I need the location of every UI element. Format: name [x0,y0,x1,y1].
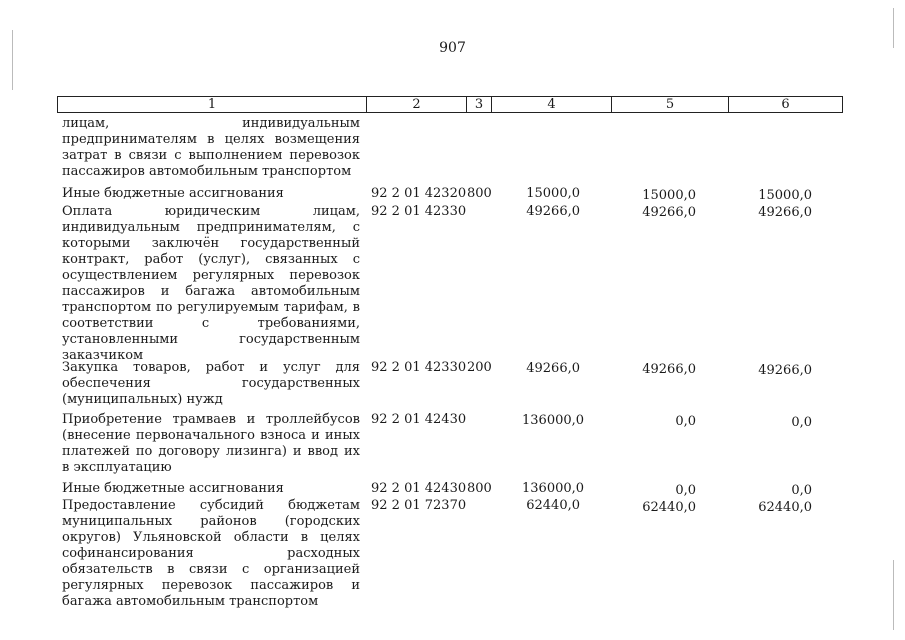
row-code: 92 2 01 42430 [371,412,467,427]
row-value-col6: 49266,0 [758,205,812,220]
row-description: Оплата юридическим лицам, индивидуальным предпринимателям, с которыми заключён государственный контракт, работ (услуг), связанных с осуществлением регулярных перевозок пассажиров и багажа автомобильным транспортом по регулируемым тарифам, в соответствии с требованиями, установленными государственным заказчиком [62,204,360,363]
row-value-col5: 62440,0 [642,500,696,515]
row-value-col4: 136000,0 [522,481,585,496]
row-code: 92 2 01 42320 [371,186,467,201]
row-description: лицам, индивидуальным предпринимателям в целях возмещения затрат в связи с выполнением перевозок пассажиров автомобильным транспортом [62,116,360,179]
header-col-2: 2 [366,97,466,112]
row-value-col5: 49266,0 [642,205,696,220]
row-code: 92 2 01 42330 [371,360,467,375]
row-description: Приобретение трамваев и троллейбусов (внесение первоначального взноса и иных платежей по договору лизинга) и ввод их в эксплуатацию [62,412,360,475]
row-value-col4: 49266,0 [526,361,580,376]
row-value-col4: 136000,0 [522,413,585,428]
row-value-col6: 0,0 [791,415,812,430]
row-value-col6: 49266,0 [758,363,812,378]
row-value-col5: 49266,0 [642,362,696,377]
table-header [57,96,843,113]
row-description: Предоставление субсидий бюджетам муниципальных районов (городских округов) Ульяновской области в целях софинансирования расходных обязательств в связи с организацией регулярных перевозок пассажиров и багажа автомобильным транспортом [62,498,360,609]
row-code: 92 2 01 42330 [371,204,467,219]
header-col-4: 4 [491,97,611,112]
page-number: 907 [439,40,466,56]
scan-edge-right-bottom [893,560,894,630]
row-code: 92 2 01 72370 [371,498,467,513]
header-col-5: 5 [611,97,728,112]
row-description: Иные бюджетные ассигнования [62,481,284,496]
scan-edge-left [12,30,13,90]
row-value-col5: 15000,0 [642,188,696,203]
row-value-col6: 0,0 [791,483,812,498]
row-value-col4: 62440,0 [526,498,580,513]
row-code: 92 2 01 42430 [371,481,467,496]
row-type: 800 [467,481,492,496]
row-description: Иные бюджетные ассигнования [62,186,284,201]
row-type: 800 [467,186,492,201]
row-value-col5: 0,0 [675,414,696,429]
row-value-col5: 0,0 [675,483,696,498]
row-value-col4: 49266,0 [526,204,580,219]
row-description: Закупка товаров, работ и услуг для обеспечения государственных (муниципальных) нужд [62,360,360,407]
row-type: 200 [467,360,492,375]
row-value-col6: 62440,0 [758,500,812,515]
row-value-col4: 15000,0 [526,186,580,201]
row-value-col6: 15000,0 [758,188,812,203]
header-col-6: 6 [728,97,842,112]
header-col-1: 1 [207,97,217,112]
header-col-3: 3 [466,97,491,112]
